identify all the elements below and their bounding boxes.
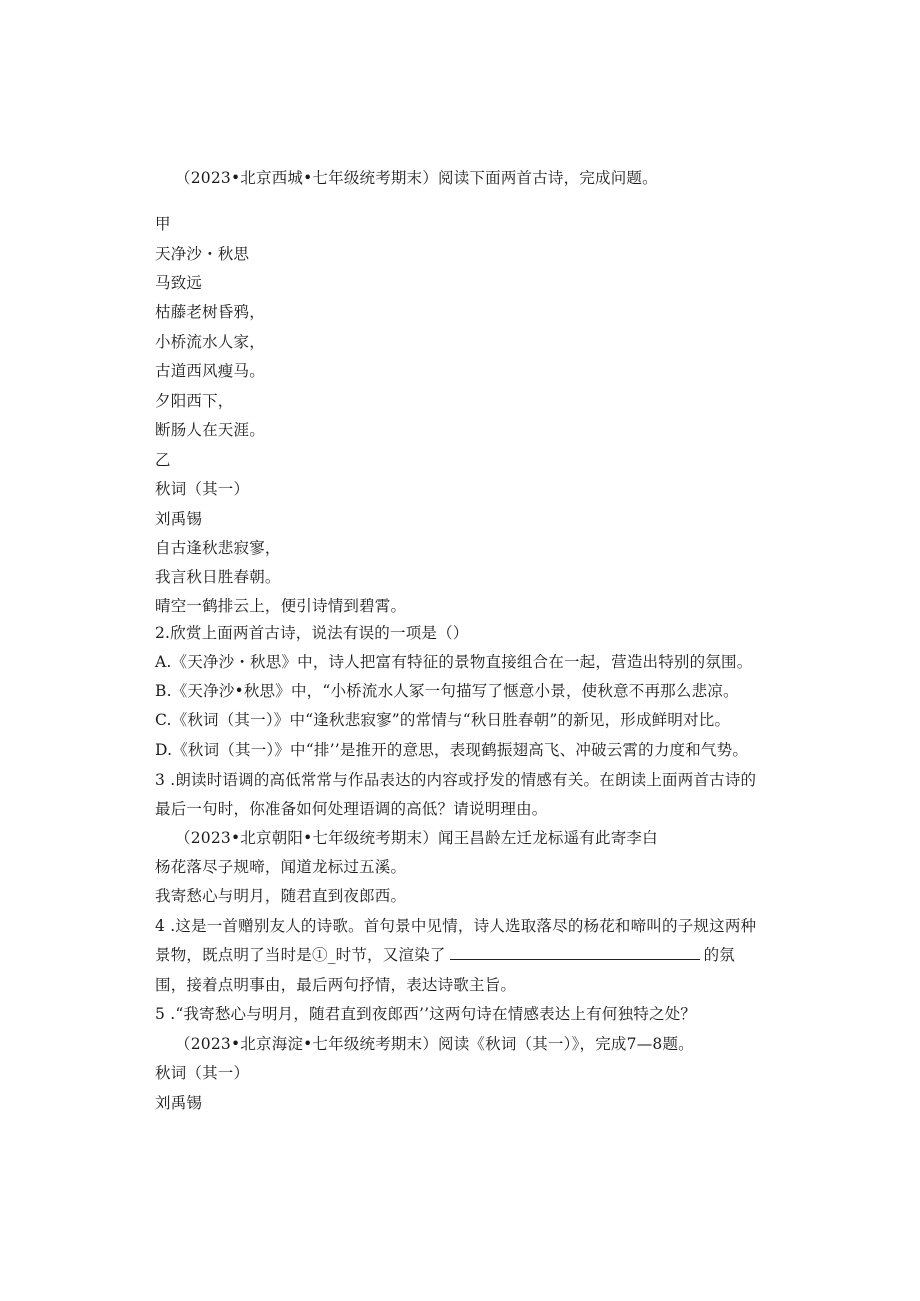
passage3-source: （2023•北京海淀•七年级统考期末）阅读《秋词（其一）》，完成7—8题。 xyxy=(175,1035,694,1053)
poem-a-line: 古道西风瘦马。 xyxy=(155,362,265,380)
poem-a-title: 天净沙・秋思 xyxy=(155,245,250,263)
passage2-line: 我寄愁心与明月，随君直到夜郎西。 xyxy=(155,887,407,905)
answer-blank[interactable] xyxy=(450,945,700,960)
passage2-line: 杨花落尽子规啼，闻道龙标过五溪。 xyxy=(155,858,407,876)
q2-stem: 2.欣赏上面两首古诗，说法有误的一项是（） xyxy=(155,624,469,642)
q3-line: 最后一句时，你准备如何处理语调的高低？请说明理由。 xyxy=(155,800,548,818)
q4-line xyxy=(155,945,735,965)
passage2-source: （2023•北京朝阳•七年级统考期末）闻王昌龄左迁龙标遥有此寄李白 xyxy=(175,829,658,847)
poem-a-label: 甲 xyxy=(155,215,171,233)
q4-text-after-blank: 的氛 xyxy=(703,946,735,964)
poem-a-line: 断肠人在天涯。 xyxy=(155,421,265,439)
poem-b-author: 刘禹锡 xyxy=(155,510,203,528)
q4-line: 围，接着点明事由，最后两句抒情，表达诗歌主旨。 xyxy=(155,976,517,994)
poem-a-author: 马致远 xyxy=(155,274,203,292)
q4-text-before-blank: 景物，既点明了当时是①_时节，又渲染了 xyxy=(155,946,446,964)
passage3-author: 刘禹锡 xyxy=(155,1094,203,1112)
q4-line: 4 .这是一首赠别友人的诗歌。首句景中见情，诗人选取落尽的杨花和啼叫的子规这两种 xyxy=(155,917,757,935)
q2-option-d: D.《秋词（其一）》中“排’’是推开的意思，表现鹤振翅高飞、冲破云霄的力度和气势。 xyxy=(155,741,749,759)
q3-line: 3 .朗读时语调的高低常常与作品表达的内容或抒发的情感有关。在朗读上面两首古诗的 xyxy=(155,771,757,789)
poem-b-line: 我言秋日胜春朝。 xyxy=(155,568,281,586)
poem-a-line: 夕阳西下， xyxy=(155,392,234,410)
poem-b-label: 乙 xyxy=(155,451,171,469)
poem-a-line: 枯藤老树昏鸦， xyxy=(155,303,265,321)
poem-a-line: 小桥流水人家， xyxy=(155,333,265,351)
q1-source: （2023•北京西城•七年级统考期末）阅读下面两首古诗，完成问题。 xyxy=(175,169,658,187)
q2-option-b: B.《天净沙•秋思》中，“小桥流水人冢一句描写了惬意小景，使秋意不再那么悲凉。 xyxy=(155,682,739,700)
poem-b-title: 秋词（其一） xyxy=(155,480,250,498)
poem-b-line: 自古逢秋悲寂寥， xyxy=(155,539,281,557)
q2-option-c: C.《秋词（其一）》中“逢秋悲寂寥”的常情与“秋日胜春朝”的新见，形成鲜明对比。 xyxy=(155,711,731,729)
q2-option-a: A.《天净沙・秋思》中，诗人把富有特征的景物直接组合在一起，营造出特别的氛围。 xyxy=(155,653,753,671)
passage3-title: 秋词（其一） xyxy=(155,1064,250,1082)
q5-text: 5 .“我寄愁心与明月，随君直到夜郎西’’这两句诗在情感表达上有何独特之处？ xyxy=(155,1005,697,1023)
poem-b-line: 晴空一鹤排云上，便引诗情到碧霄。 xyxy=(155,597,407,615)
